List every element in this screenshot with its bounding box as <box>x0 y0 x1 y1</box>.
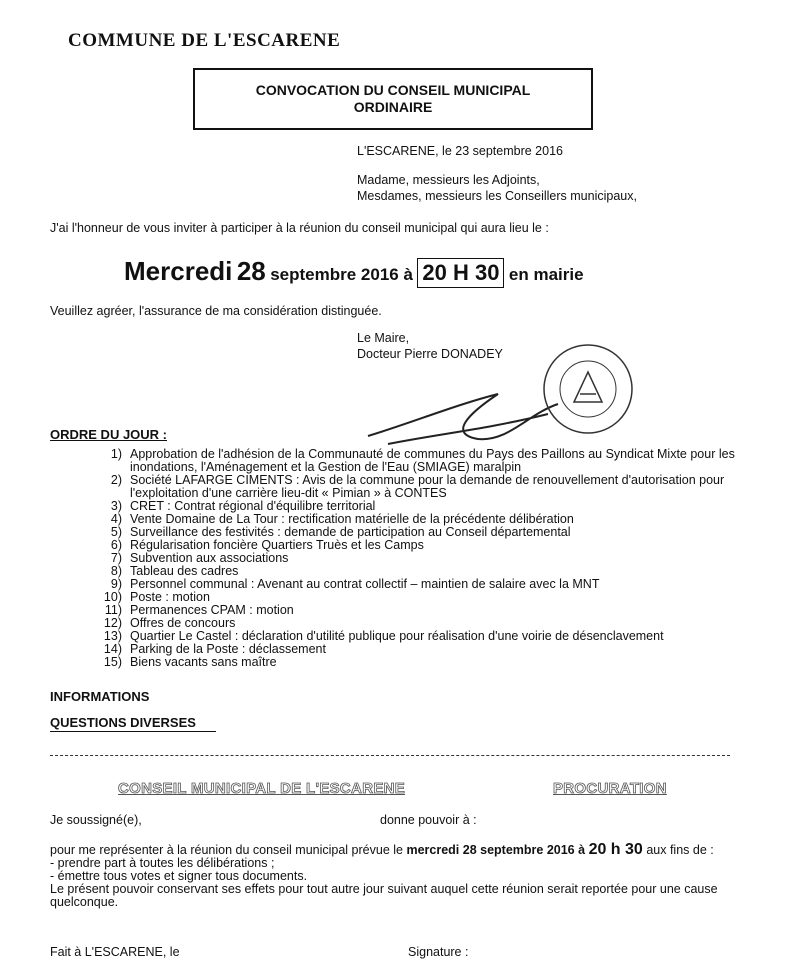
place-date: L'ESCARENE, le 23 septembre 2016 <box>357 144 563 158</box>
proxy-meeting-time: 20 h 30 <box>588 841 643 858</box>
stamp-outer-ring <box>544 345 632 433</box>
agenda-item-number: 12) <box>103 616 122 630</box>
meeting-day: Mercredi <box>124 256 233 286</box>
stamp-emblem <box>574 372 602 402</box>
agenda-item-text: Société LAFARGE CIMENTS : Avis de la commune pour la demande de renouvellement d'autorisation pour l'exploitation d'une carrière lieu-dit « Pimian » à CONTES <box>130 473 725 500</box>
signer-name: Docteur Pierre DONADEY <box>357 347 503 361</box>
done-at-label: Fait à L'ESCARENE, le <box>50 945 180 959</box>
agenda-item-text: Quartier Le Castel : déclaration d'utilité publique pour réalisation d'une voirie de désenclavement <box>130 629 664 643</box>
signature-and-stamp <box>348 344 648 464</box>
agenda-item-text: Permanences CPAM : motion <box>130 603 294 617</box>
agenda-list <box>100 448 760 669</box>
agenda-item-text: Parking de la Poste : déclassement <box>130 642 326 656</box>
agenda-item-number: 11) <box>104 603 122 617</box>
proxy-bullet-1: - prendre part à toutes les délibérations ; <box>50 856 275 870</box>
agenda-item-number: 10) <box>103 590 122 604</box>
cut-line-divider <box>50 755 730 756</box>
agenda-item-number: 14) <box>103 642 122 656</box>
informations-heading: INFORMATIONS <box>50 689 150 704</box>
agenda-item-number: 7) <box>110 551 122 565</box>
meeting-date-number: 28 <box>236 256 266 286</box>
agenda-item-text: CRET : Contrat régional d'équilibre territorial <box>130 499 376 513</box>
agenda-item-text: Tableau des cadres <box>130 564 239 578</box>
stamp-inner-ring <box>560 361 616 417</box>
agenda-item-text: Surveillance des festivités : demande de participation au Conseil départemental <box>130 525 571 539</box>
signature-label: Signature : <box>408 945 469 959</box>
agenda-item-text: Biens vacants sans maître <box>130 655 277 669</box>
meeting-month-year: septembre 2016 à <box>270 265 413 284</box>
proxy-council-title: CONSEIL MUNICIPAL DE L'ESCARENE <box>118 780 406 797</box>
agenda-item-number: 9) <box>110 577 122 591</box>
agenda-item-text: Poste : motion <box>130 590 210 604</box>
meeting-datetime <box>124 256 584 288</box>
questions-underline <box>50 731 216 732</box>
proxy-at: à <box>578 843 586 857</box>
proxy-meeting-date: mercredi 28 septembre 2016 <box>406 843 575 857</box>
meeting-time: 20 H 30 <box>417 258 504 288</box>
signature-scribble <box>368 394 558 444</box>
proxy-title: PROCURATION <box>553 780 667 797</box>
agenda-item-text: Régularisation foncière Quartiers Truès et les Camps <box>130 538 424 552</box>
addressees <box>357 172 637 204</box>
proxy-purpose-end: aux fins de : <box>646 843 714 857</box>
proxy-validity: Le présent pouvoir conservant ses effets pour tout autre jour suivant auquel cette réunion serait reportée pour une cause quelconque. <box>50 882 718 909</box>
signer-title: Le Maire, <box>357 331 410 345</box>
agenda-item-number: 13) <box>103 629 122 643</box>
agenda-item-text: Offres de concours <box>130 616 236 630</box>
undersigned-label: Je soussigné(e), <box>50 813 142 827</box>
convocation-title-line2: ORDINAIRE <box>353 99 433 115</box>
agenda-item <box>100 656 760 669</box>
agenda-item-number: 2) <box>110 473 122 487</box>
agenda-item-number: 6) <box>110 538 122 552</box>
agenda-item <box>100 448 760 474</box>
agenda-item-text: Subvention aux associations <box>130 551 289 565</box>
agenda-item-number: 5) <box>110 525 122 539</box>
agenda-item-number: 8) <box>110 564 122 578</box>
agenda-item-number: 15) <box>103 655 122 669</box>
questions-diverses-heading: QUESTIONS DIVERSES <box>50 715 196 730</box>
gives-power-label: donne pouvoir à : <box>380 813 477 827</box>
agenda-heading: ORDRE DU JOUR : <box>50 427 168 442</box>
commune-title: COMMUNE DE L'ESCARENE <box>68 30 341 51</box>
agenda-item-text: Vente Domaine de La Tour : rectification matérielle de la précédente délibération <box>130 512 574 526</box>
convocation-title-box <box>193 68 593 130</box>
addressee-line-2: Mesdames, messieurs les Conseillers municipaux, <box>357 189 637 203</box>
agenda-item-number: 3) <box>110 499 122 513</box>
addressee-line-1: Madame, messieurs les Adjoints, <box>357 173 540 187</box>
agenda-item-number: 4) <box>110 512 122 526</box>
proxy-bullet-2: - émettre tous votes et signer tous documents. <box>50 869 308 883</box>
proxy-paragraph <box>50 843 750 909</box>
agenda-item-number: 1) <box>110 447 122 461</box>
agenda-item-text: Approbation de l'adhésion de la Communauté de communes du Pays des Paillons au Syndicat Mixte pour les inondations, l'Aménagement et la Gestion de l'Eau (SMIAGE) maralpin <box>130 447 735 474</box>
proxy-purpose <box>50 843 750 857</box>
closing-formula: Veuillez agréer, l'assurance de ma considération distinguée. <box>50 304 382 318</box>
agenda-item-text: Personnel communal : Avenant au contrat collectif – maintien de salaire avec la MNT <box>130 577 600 591</box>
proxy-purpose-text: pour me représenter à la réunion du conseil municipal prévue le <box>50 843 403 857</box>
convocation-title-line1: CONVOCATION DU CONSEIL MUNICIPAL <box>255 82 531 98</box>
agenda-item <box>100 474 760 500</box>
meeting-location: en mairie <box>508 265 584 284</box>
invitation-text: J'ai l'honneur de vous inviter à participer à la réunion du conseil municipal qui aura lieu le : <box>50 221 549 235</box>
